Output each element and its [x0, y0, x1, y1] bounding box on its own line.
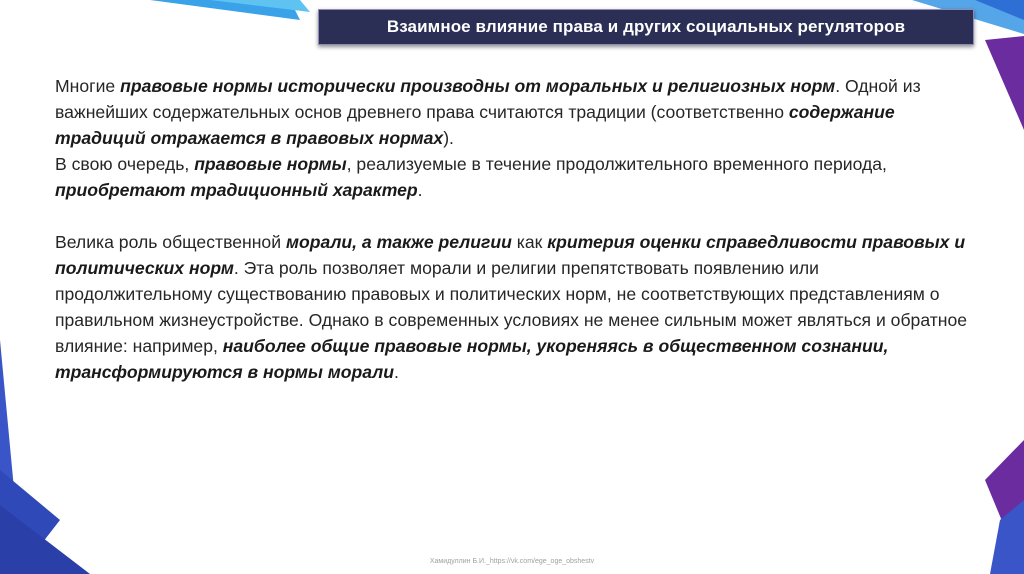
body-text: Многие: [55, 76, 121, 96]
body-text: . Одной из важнейших содержательных основ древнего права считаются традиции (соответственно: [55, 76, 921, 122]
body-text: как: [511, 232, 548, 252]
emphasis-text: морали, а также религии: [285, 232, 512, 252]
title-bar: [318, 9, 974, 45]
emphasis-text: приобретают традиционный характер: [55, 180, 418, 200]
body-text: в современных условиях не менее сильным может являться и обратное влияние: [55, 310, 968, 356]
paragraph-2: [55, 151, 975, 203]
emphasis-text: правовые нормы исторически производны от моральных и религиозных норм: [120, 76, 836, 96]
body-text: Велика роль общественной: [55, 232, 286, 252]
body-text: . Эта роль позволяет морали и религии препятствовать появлению или продолжительному существованию правовых и политических норм, не соответствующих представлениям о правильном жизнеустройстве. Однако: [55, 258, 940, 330]
body-text: : например,: [122, 336, 223, 356]
paragraph-1: [55, 73, 975, 151]
footer-credit: Хамидуллин Б.И._https://vk.com/ege_oge_obshestv: [429, 558, 595, 565]
body-text: .: [393, 362, 399, 382]
emphasis-text: содержание традиций отражается в правовых нормах: [55, 102, 895, 148]
emphasis-text: правовые нормы: [194, 154, 347, 174]
emphasis-text: наиболее общие правовые нормы, укореняясь в общественном сознании, трансформируются в нормы морали: [55, 336, 889, 382]
slide-title: Взаимное влияние права и других социальных регуляторов: [386, 17, 906, 36]
emphasis-text: критерия оценки справедливости правовых и политических норм: [55, 232, 966, 278]
body-text: В свою очередь,: [55, 154, 195, 174]
paragraph-spacer: [55, 203, 975, 229]
body-text: ).: [443, 128, 454, 148]
slide-content: [55, 73, 975, 385]
decor-shape: [985, 36, 1024, 130]
body-text: .: [417, 180, 423, 200]
paragraph-3: [55, 229, 975, 385]
body-text: , реализуемые в течение продолжительного временного периода,: [346, 154, 887, 174]
